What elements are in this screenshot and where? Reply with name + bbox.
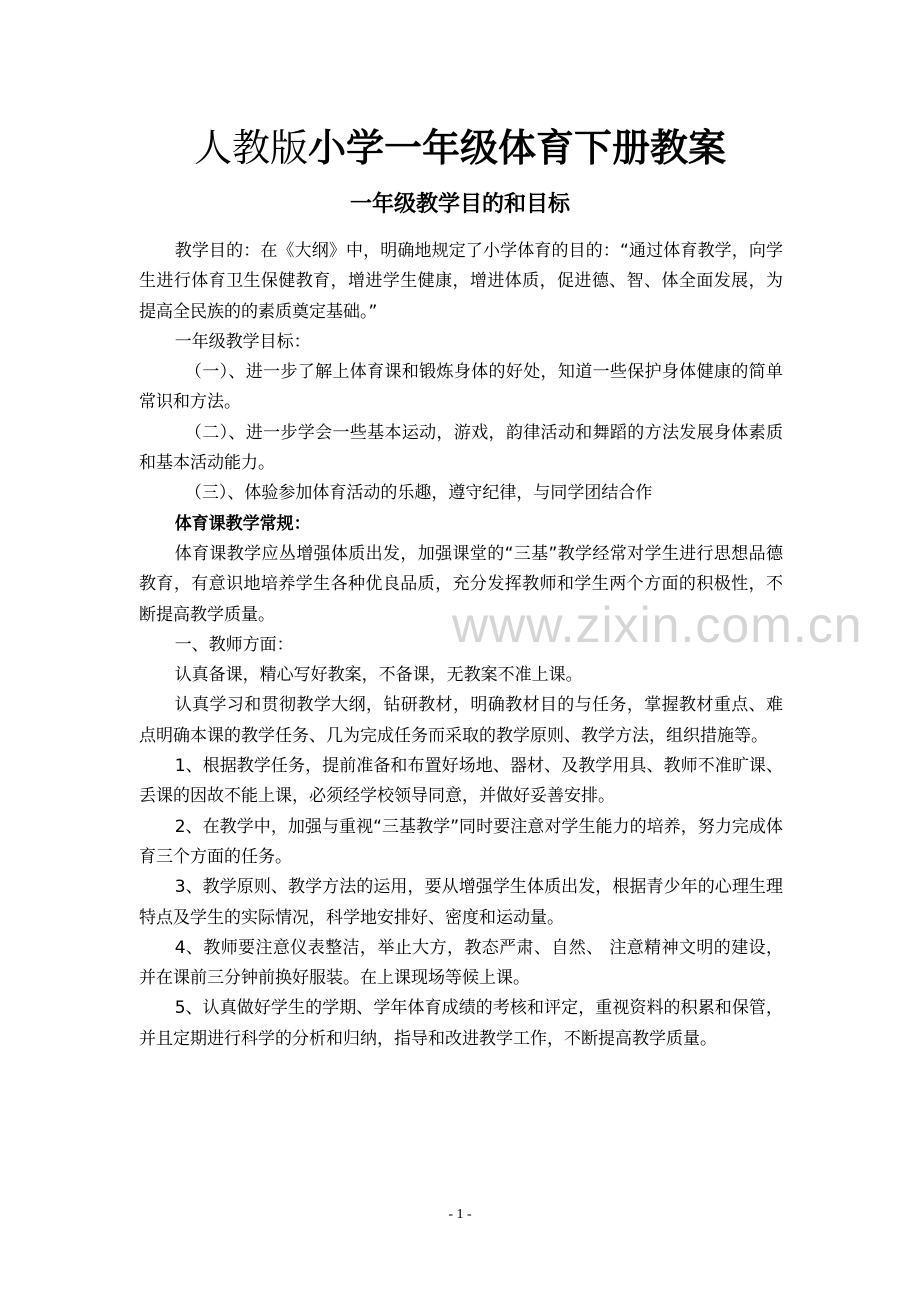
paragraph-teaching-purpose: 教学目的：在《大纲》中，明确地规定了小学体育的目的：“通过体育教学，向学生进行体育卫生保健教育，增进学生健康，增进体质，促进德、智、体全面发展，为提高全民族的的素质奠定基础。”	[139, 241, 783, 322]
paragraph-item-2: 2、在教学中，加强与重视“三基教学”同时要注意对学生能力的培养，努力完成体育三个方面的任务。	[139, 816, 783, 867]
title-publisher: 人教版	[193, 126, 308, 170]
paragraph-goals-heading: 一年级教学目标：	[174, 331, 311, 352]
paragraph-item-4: 4、教师要注意仪表整洁，举止大方，教态严肃、自然、 注意精神文明的建设，并在课前三分钟前换好服装。在上课现场等候上课。	[139, 937, 783, 989]
paragraph-item-3: 3、教学原则、教学方法的运用，要从增强学生体质出发，根据青少年的心理生理特点及学生的实际情况，科学地安排好、密度和运动量。	[139, 877, 783, 928]
title-main: 小学一年级体育下册教案	[308, 126, 727, 170]
paragraph-teacher-heading: 一、教师方面：	[174, 634, 294, 655]
paragraph-goal-3: （三）、体验参加体育活动的乐趣，遵守纪律，与同学团结合作	[184, 483, 653, 504]
paragraph-prepare: 认真备课，精心写好教案，不备课，无教案不准上课。	[174, 665, 583, 686]
paragraph-goal-1: （一）、进一步了解上体育课和锻炼身体的好处，知道一些保护身体健康的简单常识和方法。	[139, 362, 783, 413]
paragraph-study-syllabus: 认真学习和贯彻教学大纲，钻研教材，明确教材目的与任务，掌握教材重点、难点明确本课的教学任务、几为完成任务而采取的教学原则、教学方法，组织措施等。	[139, 695, 783, 746]
paragraph-goal-2: （二）、进一步学会一些基本运动，游戏，韵律活动和舞蹈的方法发展身体素质和基本活动能力。	[139, 422, 783, 474]
section-heading: 一年级教学目的和目标	[349, 192, 570, 217]
watermark: www.zixin.com.cn	[452, 597, 863, 653]
paragraph-item-5: 5、认真做好学生的学期、学年体育成绩的考核和评定，重视资料的积累和保管，并且定期进行科学的分析和归纳，指导和改进教学工作，不断提高教学质量。	[139, 998, 783, 1049]
page-number: - 1 -	[448, 1207, 472, 1222]
document-title	[0, 122, 920, 174]
paragraph-routine-intro: 体育课教学应丛增强体质出发，加强课堂的“三基”教学经常对学生进行思想品德教育，有意识地培养学生各种优良品质，充分发挥教师和学生两个方面的积极性，不断提高教学质量。	[139, 543, 783, 625]
paragraph-item-1: 1、根据教学任务，提前准备和布置好场地、器材、及教学用具、教师不准旷课、丢课的因故不能上课，必须经学校领导同意，并做好妥善安排。	[139, 756, 783, 807]
paragraph-routine-heading: 体育课教学常规：	[174, 513, 311, 534]
